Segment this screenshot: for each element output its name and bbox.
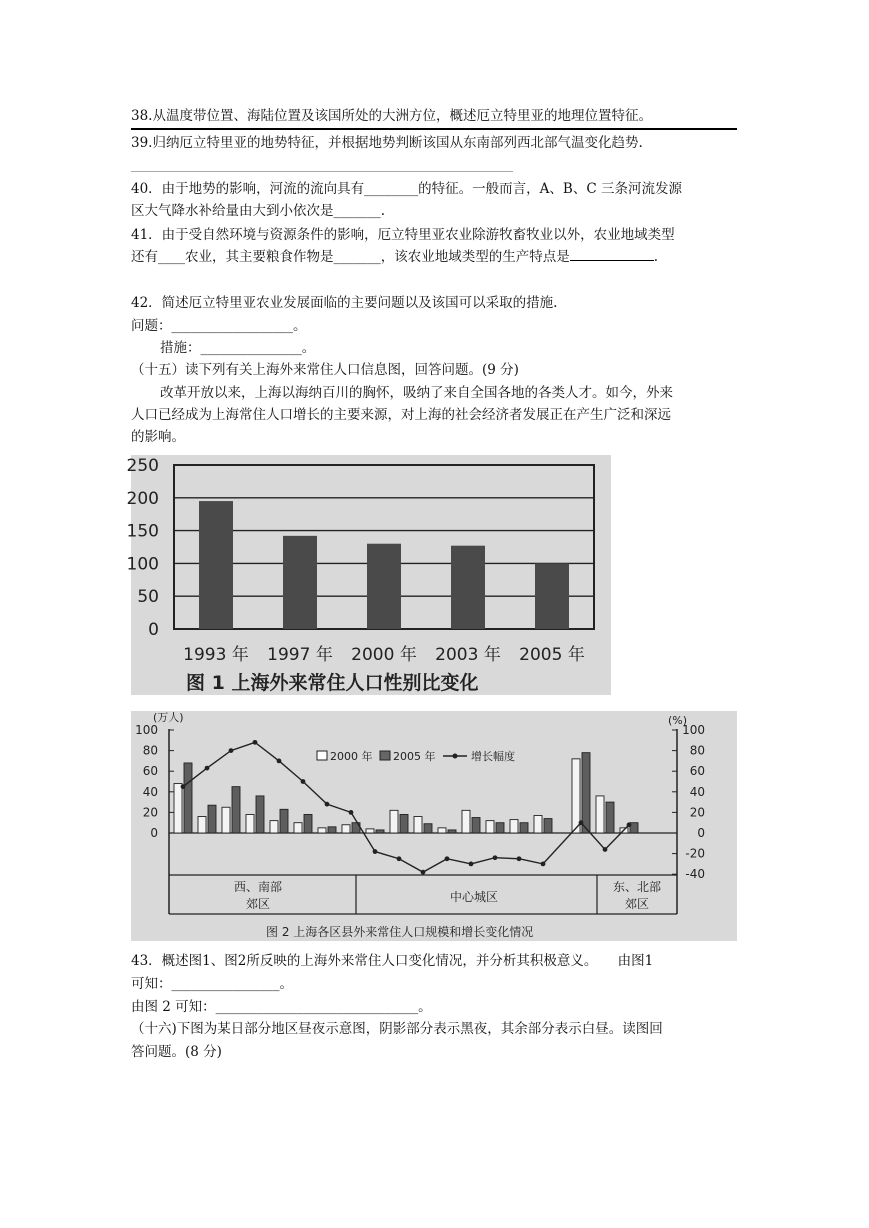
fig1-ytick-label: 150: [126, 521, 159, 542]
fig2-bar-2005: [304, 814, 312, 833]
fig1-xtick-label: 1997 年: [267, 645, 333, 665]
fig2-bar-2005: [184, 763, 192, 833]
fig1-title: 图 1 上海外来常住人口性别比变化: [186, 672, 479, 694]
fig2-bar-2000: [534, 815, 542, 833]
fig2-right-tick-label: 60: [689, 764, 705, 779]
fig2-bar-2000: [510, 820, 518, 833]
group-label-west-1: 西、南部: [233, 880, 283, 894]
question-41-text: 还有____农业，其主要粮食作物是_______，该农业地域类型的生产特点是: [131, 249, 570, 265]
fig2-bar-2000: [462, 810, 470, 833]
fig1-xtick-label: 1993 年: [183, 645, 249, 665]
fig2-bar-2005: [582, 753, 590, 833]
section-15-para-1: 改革开放以来，上海以海纳百川的胸怀，吸纳了来自全国各地的各类人才。如今，外来: [160, 385, 673, 401]
fig1-ytick-label: 200: [126, 488, 159, 509]
fig2-growth-point: [541, 862, 546, 867]
fig2-growth-point: [469, 862, 474, 867]
fig1-xtick-label: 2005 年: [519, 645, 585, 665]
fig2-growth-point: [373, 849, 378, 854]
fig2-growth-point: [229, 748, 234, 753]
section-15-title: （十五）读下列有关上海外来常住人口信息图，回答问题。(9 分): [131, 362, 519, 378]
question-43-line-1: 43．概述图1、图2所反映的上海外来常住人口变化情况，并分析其积极意义。 由图1: [131, 953, 654, 969]
fig2-bar-2000: [486, 821, 494, 833]
fig2-growth-point: [627, 822, 632, 827]
fig2-left-unit: (万人): [153, 711, 184, 724]
fig1-bar: [451, 546, 485, 629]
fig2-right-tick-label: -40: [685, 867, 705, 882]
fig2-bar-2000: [390, 810, 398, 833]
fig2-bar-2005: [606, 802, 614, 833]
fig2-growth-point: [445, 856, 450, 861]
question-43-line-3: 由图 2 可知：______________________________。: [131, 999, 432, 1015]
fig1-bar: [283, 536, 317, 629]
fig2-left-tick-label: 100: [135, 723, 158, 737]
question-42-measure: 措施：_______________。: [160, 340, 316, 356]
fig2-right-tick-label: 80: [689, 743, 705, 758]
fig2-bar-2000: [294, 823, 302, 833]
section-16-line-2: 答问题。(8 分): [131, 1044, 222, 1060]
group-label-east-1: 东、北部: [612, 880, 662, 894]
fig2-growth-point: [325, 802, 330, 807]
fig2-growth-point: [397, 856, 402, 861]
fig1-bar: [535, 563, 569, 629]
fig1-ytick-label: 250: [126, 456, 159, 476]
fig2-left-tick-label: 0: [150, 826, 158, 840]
question-42-problem: 问题：__________________。: [131, 318, 307, 334]
fig2-right-unit: (%): [668, 714, 688, 727]
fig2-growth-point: [277, 759, 282, 764]
fig1-xtick-label: 2003 年: [435, 645, 501, 665]
answer-line: [131, 171, 513, 172]
figure-2-chart: [131, 711, 737, 941]
fig2-bar-2000: [366, 829, 374, 833]
fig2-right-tick-label: 40: [689, 784, 705, 799]
fig2-bar-2000: [342, 825, 350, 833]
legend-2000-swatch: [317, 751, 327, 760]
figure-1: [126, 455, 611, 695]
question-41-blank: [570, 248, 654, 261]
question-41-line-1: 41．由于受自然环境与资源条件的影响，厄立特里亚农业除游牧畜牧业以外，农业地域类型: [131, 227, 675, 243]
fig2-bar-2005: [472, 818, 480, 833]
fig2-right-tick-label: 0: [697, 826, 705, 840]
question-43-line-2: 可知：________________。: [131, 976, 293, 992]
legend-2005-swatch: [380, 751, 390, 760]
fig2-bar-2005: [376, 830, 384, 833]
fig2-left-tick-label: 60: [142, 764, 158, 779]
legend-growth-label: 增长幅度: [471, 750, 515, 763]
fig2-bar-2000: [596, 796, 604, 833]
legend-2005-label: 2005 年: [393, 750, 436, 763]
fig2-growth-point: [603, 847, 608, 852]
question-42: 42．简述厄立特里亚农业发展面临的主要问题以及该国可以采取的措施.: [131, 295, 558, 311]
section-16-line-1: （十六)下图为某日部分地区昼夜示意图，阴影部分表示黑夜，其余部分表示白昼。读图回: [131, 1021, 663, 1037]
figure-2: [131, 711, 737, 941]
legend-growth-marker: [453, 754, 458, 759]
group-label-east-2: 郊区: [624, 897, 650, 911]
question-39: 39.归纳厄立特里亚的地势特征，并根据地势判断该国从东南部列西北部气温变化趋势.: [131, 135, 643, 151]
fig2-right-tick-label: 100: [682, 723, 705, 737]
question-41-end: .: [653, 249, 659, 265]
fig2-bar-2000: [246, 814, 254, 833]
fig2-title: 图 2 上海各区县外来常住人口规模和增长变化情况: [266, 925, 534, 939]
question-40-line-1: 40．由于地势的影响，河流的流向具有________的特征。一般而言，A、B、C 三条河流发源: [131, 181, 682, 197]
fig2-growth-point: [493, 855, 498, 860]
fig2-bar-2005: [448, 830, 456, 833]
fig2-bar-2005: [400, 814, 408, 833]
group-label-center: 中心城区: [449, 890, 499, 904]
figure-1-chart: [126, 455, 611, 695]
fig1-ytick-label: 100: [126, 554, 159, 575]
fig2-growth-point: [301, 779, 306, 784]
fig2-bar-2000: [270, 821, 278, 833]
fig2-left-tick-label: 20: [142, 805, 158, 820]
section-15-para-2: 人口已经成为上海常住人口增长的主要来源，对上海的社会经济者发展正在产生广泛和深远: [131, 407, 671, 423]
fig2-bar-2000: [318, 828, 326, 833]
fig1-ytick-label: 50: [137, 587, 159, 608]
question-40-line-2: 区大气降水补给量由大到小依次是_______.: [131, 203, 386, 219]
section-15-para-3: 的影响。: [131, 429, 185, 445]
fig2-bar-2005: [328, 827, 336, 833]
legend-2000-label: 2000 年: [330, 750, 373, 763]
fig2-bar-2005: [280, 809, 288, 833]
fig2-bar-2005: [256, 796, 264, 833]
group-label-west-2: 郊区: [245, 897, 271, 911]
fig2-right-tick-label: 20: [689, 805, 705, 820]
fig2-bar-2005: [496, 823, 504, 833]
fig2-growth-point: [579, 820, 584, 825]
fig2-bar-2000: [222, 807, 230, 833]
fig2-left-tick-label: 80: [142, 743, 158, 758]
fig2-growth-point: [253, 740, 258, 745]
divider-thick: [131, 128, 737, 130]
fig2-bar-2000: [174, 784, 182, 833]
fig2-bar-2005: [520, 823, 528, 833]
fig1-ytick-label: 0: [148, 620, 159, 640]
fig2-bar-2005: [208, 805, 216, 833]
fig2-bar-2000: [438, 828, 446, 833]
fig1-bar: [367, 544, 401, 629]
fig1-bar: [199, 501, 233, 629]
fig2-growth-point: [421, 870, 426, 875]
question-41-line-2: [131, 248, 658, 266]
fig2-bar-2000: [414, 817, 422, 833]
fig2-right-tick-label: -20: [685, 846, 705, 861]
question-38: 38.从温度带位置、海陆位置及该国所处的大洲方位，概述厄立特里亚的地理位置特征。: [131, 108, 652, 124]
fig2-bar-2000: [198, 817, 206, 833]
fig1-xtick-label: 2000 年: [351, 645, 417, 665]
fig2-growth-point: [517, 856, 522, 861]
fig2-growth-point: [349, 810, 354, 815]
fig2-bar-2005: [232, 787, 240, 833]
fig2-bar-2005: [424, 824, 432, 833]
fig2-left-tick-label: 40: [142, 784, 158, 799]
fig2-bar-2005: [544, 819, 552, 833]
fig2-growth-point: [205, 766, 210, 771]
fig2-growth-point: [181, 784, 186, 789]
